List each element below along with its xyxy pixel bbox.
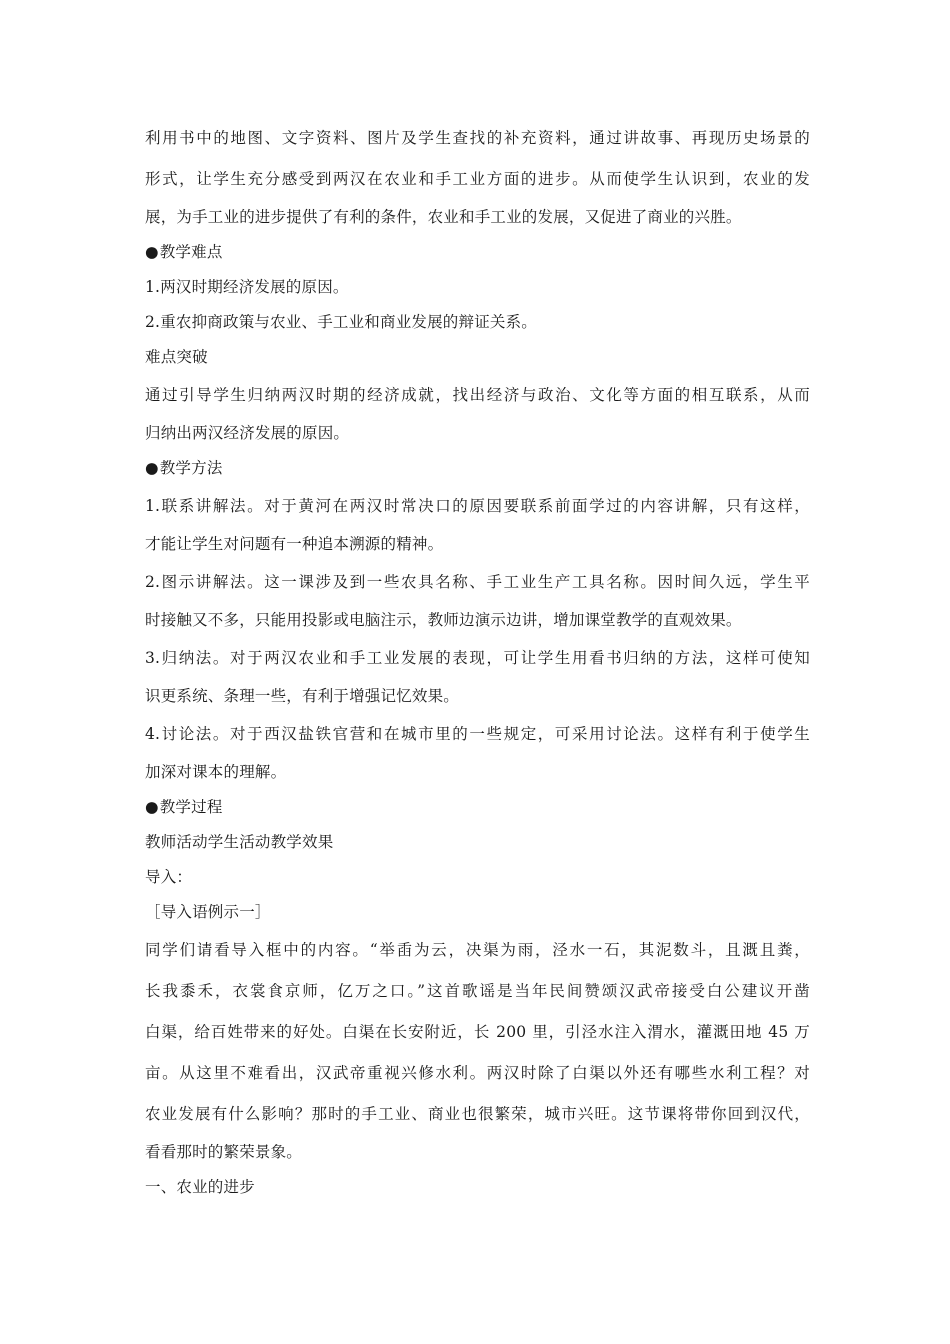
text-line: 1.联系讲解法。对于黄河在两汉时常决口的原因要联系前面学过的内容讲解，只有这样， (145, 497, 810, 515)
intro-label: 导入： (145, 868, 193, 886)
difficulty-item-1: 1.两汉时期经济发展的原因。 (145, 278, 349, 296)
method-heading: ● 教学方法 (145, 451, 810, 486)
method-item-4 (145, 714, 810, 790)
method-item-2 (145, 562, 810, 638)
breakthrough-heading: 难点突破 (145, 348, 208, 366)
text-line: 通过引导学生归纳两汉时期的经济成就，找出经济与政治、文化等方面的相互联系，从而 (145, 386, 810, 404)
text-line: 利用书中的地图、文字资料、图片及学生查找的补充资料，通过讲故事、再现历史场景的 (145, 129, 810, 147)
difficulty-heading: ● 教学难点 (145, 235, 810, 270)
difficulty-item-2: 2.重农抑商政策与农业、手工业和商业发展的辩证关系。 (145, 313, 537, 331)
method-item-3 (145, 638, 810, 714)
text-line: 同学们请看导入框中的内容。“举臿为云，决渠为雨，泾水一石，其泥数斗，且溉且粪， (145, 941, 810, 959)
section-heading-1: 一、农业的进步 (145, 1178, 255, 1196)
text-line: 识更系统、条理一些，有利于增强记忆效果。 (145, 687, 460, 705)
method-item-1 (145, 486, 810, 562)
intro-paragraph (145, 118, 810, 235)
text-line: 归纳出两汉经济发展的原因。 (145, 424, 350, 442)
text-line: 白渠，给百姓带来的好处。白渠在长安附近，长 200 里，引泾水注入渭水，灌溉田地 45 万 (145, 1023, 810, 1041)
document-page (145, 118, 810, 1205)
text-line: 2.图示讲解法。这一课涉及到一些农具名称、手工业生产工具名称。因时间久远，学生平 (145, 573, 810, 591)
text-line: 3.归纳法。对于两汉农业和手工业发展的表现，可让学生用看书归纳的方法，这样可使知 (145, 649, 810, 667)
breakthrough-paragraph (145, 375, 810, 451)
text-line: 农业发展有什么影响？那时的手工业、商业也很繁荣，城市兴旺。这节课将带你回到汉代， (145, 1105, 810, 1123)
text-line: 看看那时的繁荣景象。 (145, 1143, 303, 1161)
example-paragraph (145, 930, 810, 1170)
process-heading: ● 教学过程 (145, 790, 810, 825)
text-line: 亩。从这里不难看出，汉武帝重视兴修水利。两汉时除了白渠以外还有哪些水利工程？对 (145, 1064, 810, 1082)
table-header: 教师活动学生活动教学效果 (145, 833, 334, 851)
text-line: 展，为手工业的进步提供了有利的条件，农业和手工业的发展，又促进了商业的兴胜。 (145, 208, 742, 226)
text-line: 才能让学生对问题有一种追本溯源的精神。 (145, 535, 444, 553)
text-line: 形式，让学生充分感受到两汉在农业和手工业方面的进步。从而使学生认识到，农业的发 (145, 170, 810, 188)
text-line: 4.讨论法。对于西汉盐铁官营和在城市里的一些规定，可采用讨论法。这样有利于使学生 (145, 725, 810, 743)
text-line: 时接触又不多，只能用投影或电脑注示，教师边演示边讲，增加课堂教学的直观效果。 (145, 611, 742, 629)
text-line: 长我黍禾，衣裳食京师，亿万之口。”这首歌谣是当年民间赞颂汉武帝接受白公建议开凿 (145, 982, 810, 1000)
text-line: 加深对课本的理解。 (145, 763, 287, 781)
example-label: ［导入语例示一］ (145, 903, 271, 921)
